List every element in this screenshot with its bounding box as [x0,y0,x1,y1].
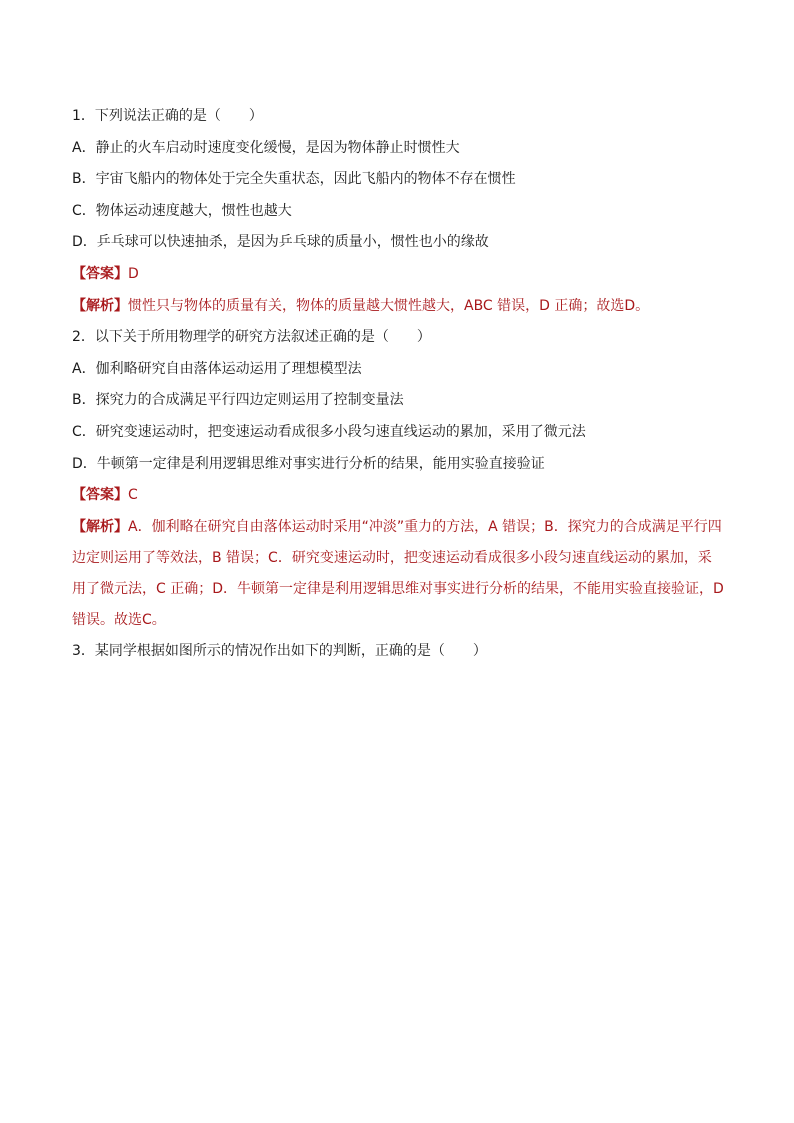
question-stem: 2．以下关于所用物理学的研究方法叙述正确的是（ ） [72,329,431,346]
question-1 [72,101,724,322]
option-c: C．物体运动速度越大，惯性也越大 [72,202,292,219]
question-2 [72,322,724,636]
analysis-text: 惯性只与物体的质量有关，物体的质量越大惯性越大，ABC 错误，D 正确；故选D。 [128,297,650,314]
question-3 [72,636,724,668]
question-list [72,101,724,667]
option-b: B．探究力的合成满足平行四边定则运用了控制变量法 [72,392,404,409]
option-d: D．乒乓球可以快速抽杀，是因为乒乓球的质量小，惯性也小的缘故 [72,234,489,251]
option-d: D．牛顿第一定律是利用逻辑思维对事实进行分析的结果，能用实验直接验证 [72,455,545,472]
analysis-label: 【解析】 [72,297,128,314]
answer-label: 【答案】 [72,487,128,504]
answer-line [72,259,724,291]
analysis-label: 【解析】 [72,518,128,535]
option-c: C．研究变速运动时，把变速运动看成很多小段匀速直线运动的累加，采用了微元法 [72,423,586,440]
option-a: A．伽利略研究自由落体运动运用了理想模型法 [72,360,362,377]
analysis-line [72,291,724,323]
analysis-text: A．伽利略在研究自由落体运动时采用“冲淡”重力的方法，A 错误；B．探究力的合成满足平行四边定则运用了等效法，B 错误；C．研究变速运动时，把变速运动看成很多小段匀速直线运动的累加，采用了微元法，C 正确；D．牛顿第一定律是利用逻辑思维对事实进行分析的结果，不能用实验直接验证，D 错误。故选C。 [72,518,724,628]
answer-line [72,480,724,512]
answer-value: C [128,487,138,504]
question-stem: 3．某同学根据如图所示的情况作出如下的判断，正确的是（ ） [72,642,487,659]
option-b: B．宇宙飞船内的物体处于完全失重状态，因此飞船内的物体不存在惯性 [72,171,516,188]
answer-value: D [128,265,139,282]
analysis-paragraph [72,512,724,636]
question-stem: 1．下列说法正确的是（ ） [72,108,263,124]
answer-label: 【答案】 [72,265,128,282]
option-a: A．静止的火车启动时速度变化缓慢，是因为物体静止时惯性大 [72,139,460,156]
